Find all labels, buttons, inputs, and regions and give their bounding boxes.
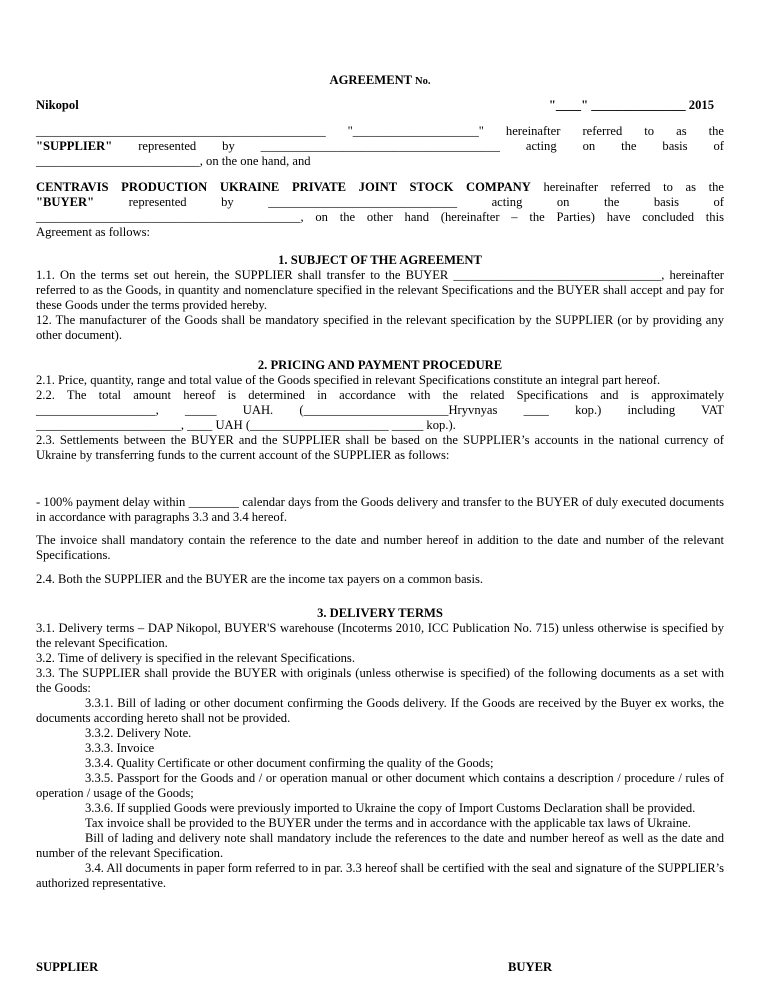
supplier-signature-label: SUPPLIER — [36, 960, 99, 974]
clause-3-3: 3.3. The SUPPLIER shall provide the BUYER with originals (unless otherwise is specified) of the following documents as a set with the Goods: — [36, 666, 724, 695]
clause-3-3-3: 3.3.3. Invoice — [85, 741, 155, 755]
clause-2-3: 2.3. Settlements between the BUYER and the SUPPLIER shall be based on the SUPPLIER’s accounts in the national currency of Ukraine by transferring funds to the current account of the SUPPLIER as follows: — [36, 433, 724, 462]
clause-3-4: 3.4. All documents in paper form referred to in par. 3.3 hereof shall be certified with the seal and signature of the SUPPLIER’s authorized representative. — [36, 861, 724, 890]
clause-2-1: 2.1. Price, quantity, range and total value of the Goods specified in relevant Specifications constitute an integral part hereof. — [36, 373, 661, 387]
payment-delay-clause: - 100% payment delay within ________ calendar days from the Goods delivery and transfer to the BUYER of duly executed documents in accordance with paragraphs 3.3 and 3.4 hereof. — [36, 495, 724, 524]
invoice-reference-clause: The invoice shall mandatory contain the reference to the date and number hereof in addition to the date and number of the relevant Specifications. — [36, 533, 724, 562]
clause-2-2-line-3: _______________________, ____ UAH (______________________ _____ kop.). — [36, 418, 456, 432]
clause-3-3-5: 3.3.5. Passport for the Goods and / or operation manual or other document which contains a description / procedure / rules of operation / usage of the Goods; — [36, 771, 724, 800]
clause-1-1: 1.1. On the terms set out herein, the SUPPLIER shall transfer to the BUYER _________________________________, hereinafter referred to as the Goods, in quantity and nomenclature specified in the relevant Specifications and the BUYER shall accept and pay for these Goods under the terms provided hereby. — [36, 268, 724, 312]
section-1-heading: 1. SUBJECT OF THE AGREEMENT — [278, 253, 482, 267]
buyer-party-block — [36, 180, 724, 240]
supplier-party-block — [36, 124, 724, 169]
section-2-heading: 2. PRICING AND PAYMENT PROCEDURE — [257, 358, 503, 372]
clause-3-3-1: 3.3.1. Bill of lading or other document confirming the Goods delivery. If the Goods are received by the Buyer ex works, the documents according hereto shall not be provided. — [36, 696, 724, 725]
section-2 — [36, 358, 724, 463]
buyer-signature-label: BUYER — [508, 960, 553, 974]
clause-1-2: 12. The manufacturer of the Goods shall be mandatory specified in the relevant specification by the SUPPLIER (or by providing any other document). — [36, 313, 724, 342]
agreement-place: Nikopol — [36, 98, 79, 112]
buyer-line-1-text: hereinafter referred to as the — [530, 180, 724, 194]
buyer-line-1 — [36, 180, 724, 195]
buyer-line-4: Agreement as follows: — [36, 225, 151, 239]
buyer-line-2 — [36, 195, 724, 210]
section-3 — [36, 606, 724, 891]
agreement-title — [36, 73, 724, 89]
supplier-line-2 — [36, 139, 724, 154]
section-1 — [36, 253, 724, 343]
supplier-label: "SUPPLIER" — [36, 139, 113, 153]
clause-3-3-6: 3.3.6. If supplied Goods were previously imported to Ukraine the copy of Import Customs Declaration shall be provided. — [85, 801, 696, 815]
section-3-heading: 3. DELIVERY TERMS — [317, 606, 443, 620]
clause-3-3-2: 3.3.2. Delivery Note. — [85, 726, 192, 740]
clause-2-4: 2.4. Both the SUPPLIER and the BUYER are the income tax payers on a common basis. — [36, 572, 484, 586]
title-text: AGREEMENT — [329, 73, 416, 87]
clause-2-2-line-1: 2.2. The total amount hereof is determined in accordance with the related Specifications and is approximately — [36, 388, 724, 402]
buyer-line-3: __________________________________________, on the other hand (hereinafter – the Parties) have concluded this — [36, 210, 724, 224]
buyer-label: "BUYER" — [36, 195, 95, 209]
agreement-date: "____" _______________ 2015 — [548, 98, 714, 112]
supplier-line-2-text: represented by ______________________________________ acting on the basis of — [112, 139, 724, 153]
bill-of-lading-clause: Bill of lading and delivery note shall mandatory include the references to the date and number hereof as well as the date and number of the relevant Specification. — [36, 831, 724, 860]
clause-3-3-4: 3.3.4. Quality Certificate or other document confirming the quality of the Goods; — [85, 756, 494, 770]
tax-invoice-clause: Tax invoice shall be provided to the BUYER under the terms and in accordance with the applicable tax laws of Ukraine. — [85, 816, 691, 830]
buyer-line-2-text: represented by ______________________________ acting on the basis of — [94, 195, 724, 209]
clause-3-2: 3.2. Time of delivery is specified in the relevant Specifications. — [36, 651, 355, 665]
title-number-label: No. — [415, 76, 431, 87]
supplier-line-3: __________________________, on the one hand, and — [36, 154, 311, 168]
supplier-line-1: ______________________________________________ "____________________" hereinafter referred to as the — [36, 124, 724, 138]
clause-3-1: 3.1. Delivery terms – DAP Nikopol, BUYER'S warehouse (Incoterms 2010, ICC Publication No. 715) unless otherwise is specified by the relevant Specification. — [36, 621, 724, 650]
buyer-company-name: CENTRAVIS PRODUCTION UKRAINE PRIVATE JOINT STOCK COMPANY — [36, 180, 531, 194]
clause-2-2-line-2: ___________________, _____ UAH. (_______________________Hryvnyas ____ kop.) including VAT — [36, 403, 724, 417]
